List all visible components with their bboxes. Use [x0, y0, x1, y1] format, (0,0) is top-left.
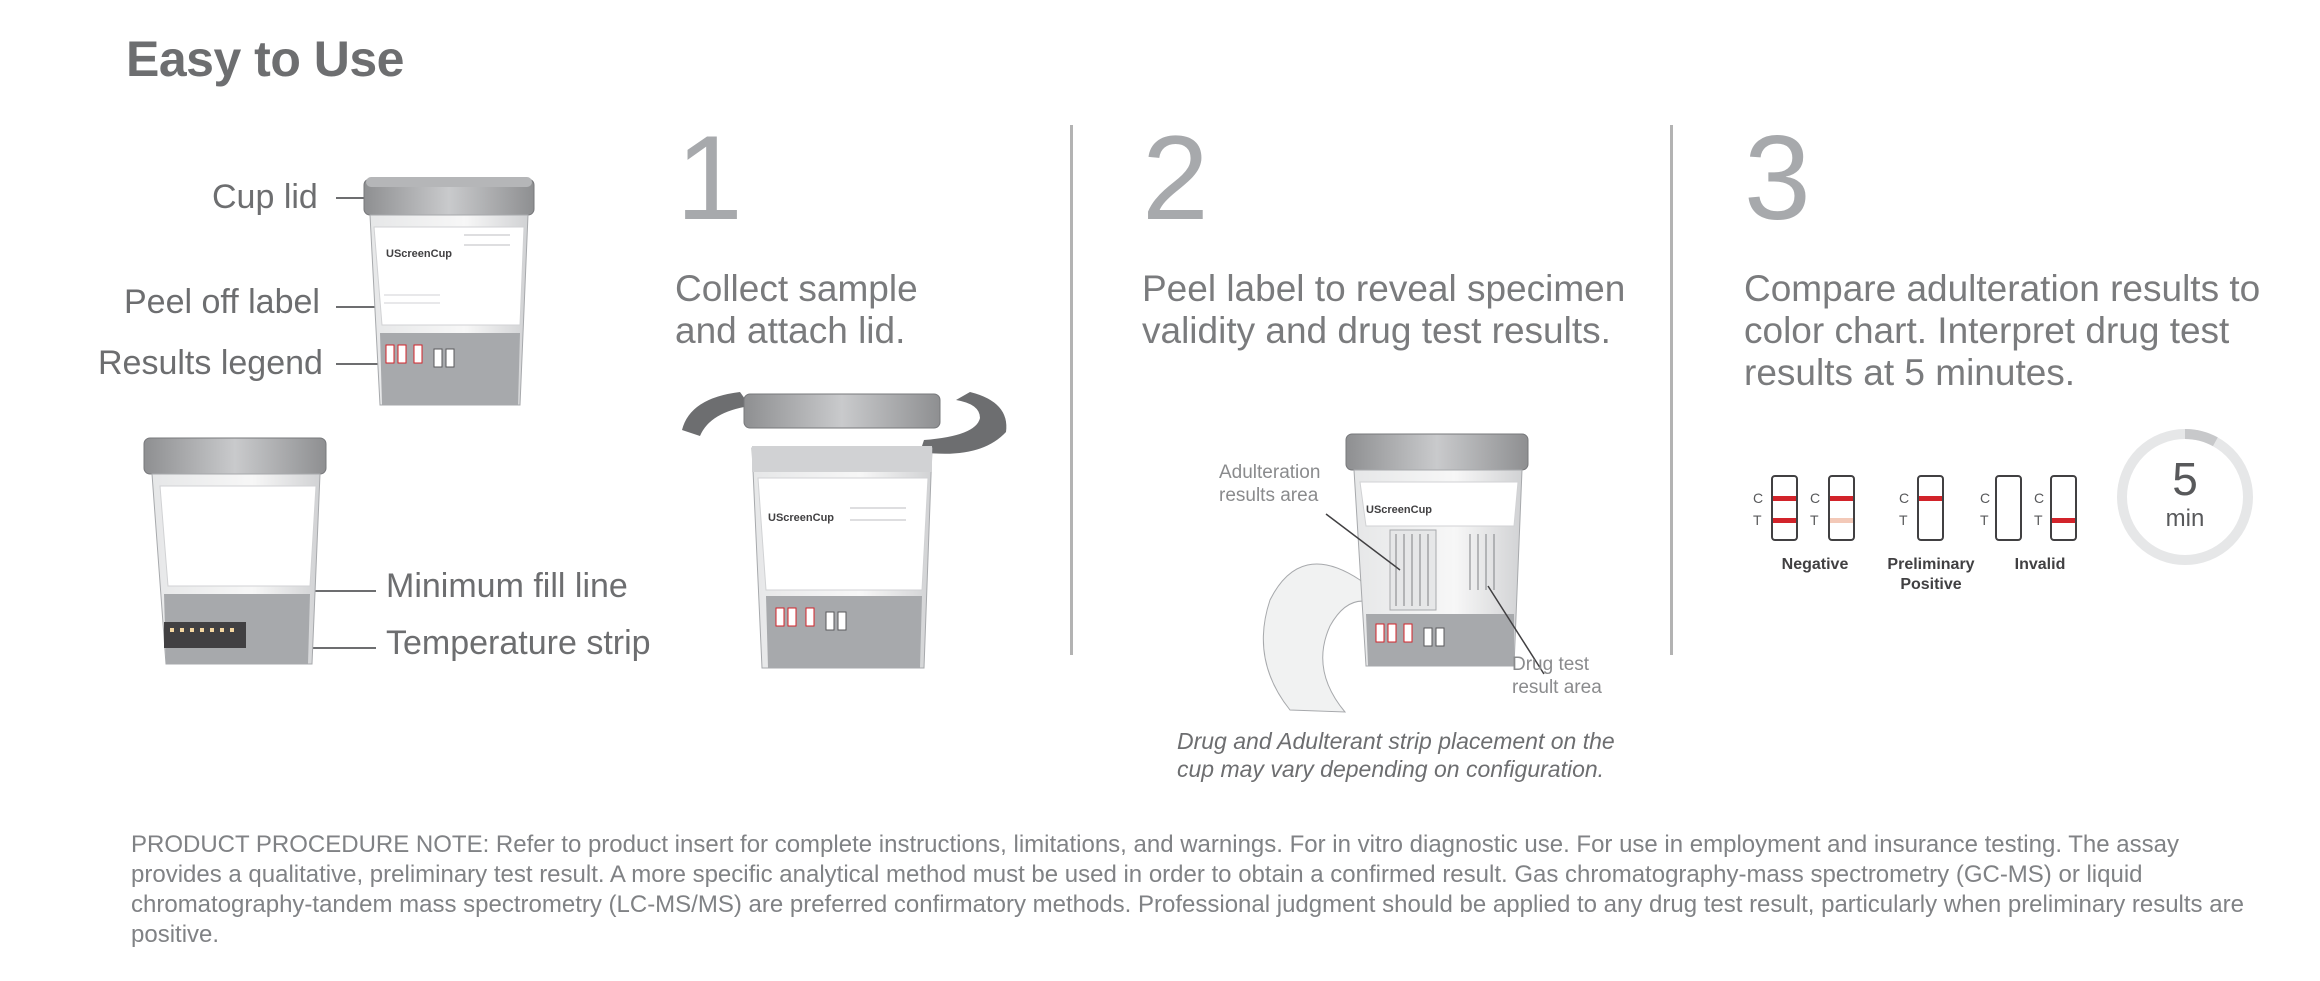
preliminary-positive-label: Preliminary Positive — [1887, 556, 1975, 593]
step-3-number: 3 — [1744, 111, 1811, 245]
callout-peel-off-label: Peel off label — [124, 283, 320, 321]
control-line — [1830, 496, 1853, 501]
positive-strip-c-label: C — [1899, 490, 1910, 506]
invalid-strip-2-t-label: T — [2034, 512, 2043, 528]
timer-value: 5 — [2172, 453, 2198, 505]
faint-test-line — [1830, 518, 1853, 523]
invalid-label: Invalid — [2014, 556, 2066, 573]
step-2-number: 2 — [1142, 111, 1209, 245]
preliminary-positive-strip — [1917, 475, 1944, 541]
step-1-description: Collect sample and attach lid. — [675, 268, 918, 351]
step-3-description: Compare adulteration results to color chart. Interpret drug test results at 5 minutes. — [1744, 268, 2261, 393]
adulteration-area-label: Adulteration results area — [1219, 462, 1321, 506]
negative-strip-2 — [1828, 475, 1855, 541]
timer-unit: min — [2165, 505, 2205, 532]
test-line — [1773, 518, 1796, 523]
negative-strip-1-c-label: C — [1753, 490, 1764, 506]
invalid-strip-1-c-label: C — [1980, 490, 1991, 506]
step-1-attach-lid-illustration — [680, 378, 1010, 678]
callout-minimum-fill-line: Minimum fill line — [386, 567, 628, 605]
cup-brand-text: UScreenCup — [386, 248, 453, 260]
control-line — [1773, 496, 1796, 501]
drug-test-area-label: Drug test result area — [1512, 654, 1602, 698]
invalid-strip-2-c-label: C — [2034, 490, 2045, 506]
page-title: Easy to Use — [126, 31, 404, 87]
callout-cup-lid: Cup lid — [212, 178, 318, 216]
callout-results-legend: Results legend — [98, 344, 323, 382]
divider-2 — [1670, 125, 1673, 655]
test-line — [2052, 518, 2075, 523]
divider-1 — [1070, 125, 1073, 655]
step-2-cup-brand-text: UScreenCup — [1366, 504, 1433, 516]
callout-temperature-strip: Temperature strip — [386, 624, 651, 662]
negative-strip-1-t-label: T — [1753, 512, 1762, 528]
negative-strip-1 — [1771, 475, 1798, 541]
procedure-note: PRODUCT PROCEDURE NOTE: Refer to product insert for complete instructions, limitations, and warnings. For in vitro diagnostic use. For use in employment and insurance testing. The assay provides a qualitative, preliminary test result. A more specific analytical method must be used in order to obtain a confirmed result. Gas chromatography-mass spectrometry (GC-MS) or liquid chromatography-tandem mass spectrometry (LC-MS/MS) are preferred confirmatory methods. Professional judgment should be applied to any drug test result, particularly when preliminary results are positive. — [131, 831, 2244, 948]
cup-fill-line-illustration — [140, 436, 340, 676]
invalid-strip-1-t-label: T — [1980, 512, 1989, 528]
negative-strip-2-c-label: C — [1810, 490, 1821, 506]
step-2-caption: Drug and Adulterant strip placement on the cup may vary depending on configuration. — [1177, 728, 1615, 782]
control-line — [1919, 496, 1942, 501]
step-1-number: 1 — [676, 111, 743, 245]
cup-with-label-illustration — [360, 175, 540, 415]
negative-strip-2-t-label: T — [1810, 512, 1819, 528]
step-2-description: Peel label to reveal specimen validity and drug test results. — [1142, 268, 1626, 351]
timer-progress-arc — [2185, 434, 2215, 442]
negative-label: Negative — [1781, 556, 1849, 573]
invalid-strip-2 — [2050, 475, 2077, 541]
invalid-strip-1 — [1995, 475, 2022, 541]
step-1-cup-brand-text: UScreenCup — [768, 512, 835, 524]
positive-strip-t-label: T — [1899, 512, 1908, 528]
